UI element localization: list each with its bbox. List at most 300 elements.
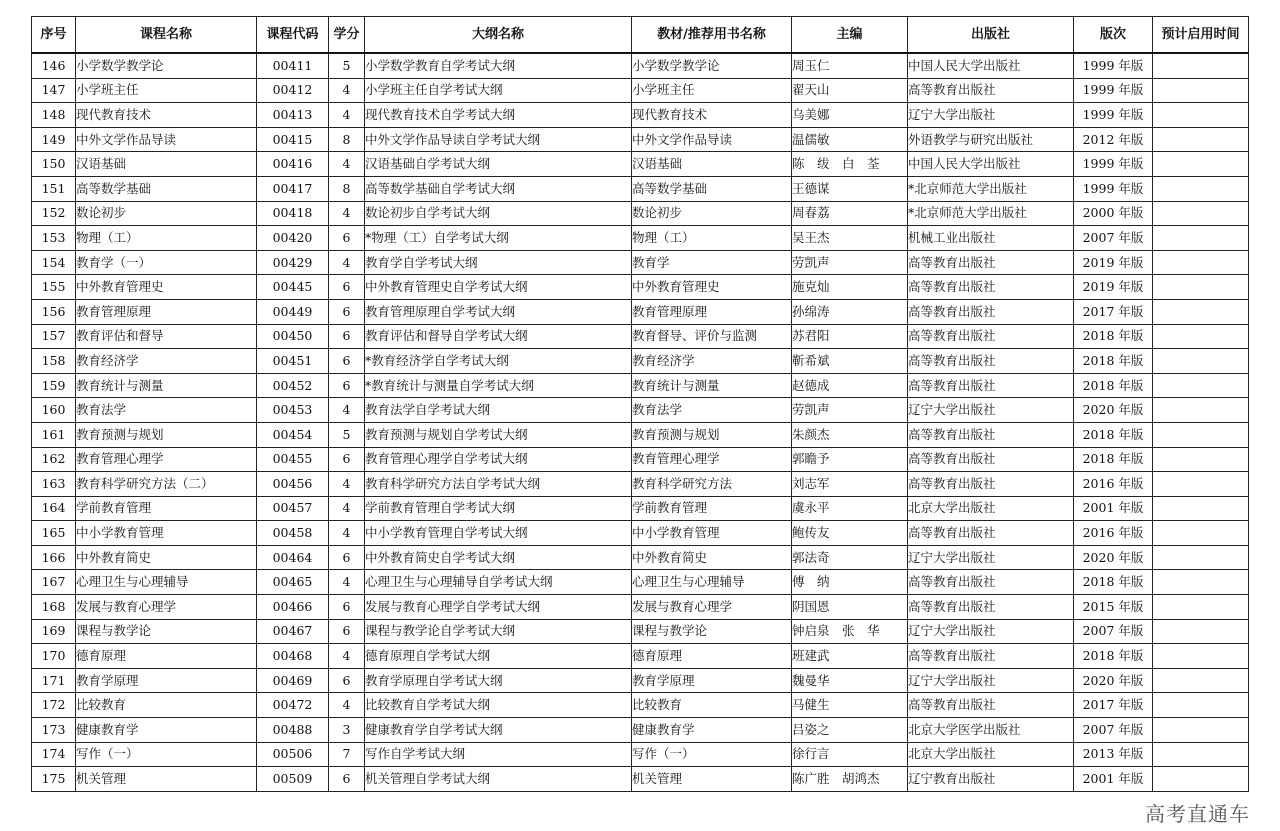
cell-planned-start-date [1153,595,1249,620]
cell-course-code: 00467 [257,619,329,644]
cell-serial-no: 150 [32,152,76,177]
cell-planned-start-date [1153,201,1249,226]
table-body [32,53,1249,791]
cell-course-code: 00455 [257,447,329,472]
table-row [32,226,1249,251]
table-row [32,447,1249,472]
cell-publisher: 外语教学与研究出版社 [908,127,1074,152]
cell-serial-no: 166 [32,545,76,570]
cell-course-code: 00449 [257,299,329,324]
cell-syllabus-name: 心理卫生与心理辅导自学考试大纲 [365,570,632,595]
cell-editor: 班建武 [792,644,908,669]
cell-planned-start-date [1153,152,1249,177]
cell-credits: 5 [329,53,365,78]
table-row [32,398,1249,423]
cell-course-code: 00411 [257,53,329,78]
cell-serial-no: 155 [32,275,76,300]
cell-serial-no: 161 [32,422,76,447]
cell-syllabus-name: 数论初步自学考试大纲 [365,201,632,226]
cell-publisher: 高等教育出版社 [908,349,1074,374]
cell-course-code: 00468 [257,644,329,669]
cell-credits: 4 [329,152,365,177]
cell-editor: 孙绵涛 [792,299,908,324]
cell-planned-start-date [1153,78,1249,103]
cell-serial-no: 146 [32,53,76,78]
header-syllabus-name: 大纲名称 [365,17,632,54]
header-course-code: 课程代码 [257,17,329,54]
cell-credits: 4 [329,250,365,275]
cell-editor: 魏曼华 [792,668,908,693]
cell-publisher: 高等教育出版社 [908,570,1074,595]
cell-course-name: 比较教育 [76,693,257,718]
cell-planned-start-date [1153,742,1249,767]
cell-publisher: 中国人民大学出版社 [908,152,1074,177]
cell-course-name: 教育学（一） [76,250,257,275]
cell-serial-no: 152 [32,201,76,226]
table-row [32,644,1249,669]
cell-course-code: 00453 [257,398,329,423]
cell-publisher: 高等教育出版社 [908,275,1074,300]
cell-course-name: 小学数学教学论 [76,53,257,78]
cell-serial-no: 174 [32,742,76,767]
cell-edition: 2007 年版 [1074,619,1153,644]
cell-planned-start-date [1153,521,1249,546]
cell-publisher: 机械工业出版社 [908,226,1074,251]
cell-course-name: 教育统计与测量 [76,373,257,398]
cell-credits: 4 [329,496,365,521]
cell-editor: 虞永平 [792,496,908,521]
cell-credits: 4 [329,103,365,128]
cell-textbook-name: 教育学原理 [632,668,792,693]
cell-publisher: 辽宁大学出版社 [908,103,1074,128]
header-course-name: 课程名称 [76,17,257,54]
cell-edition: 2001 年版 [1074,767,1153,792]
cell-serial-no: 160 [32,398,76,423]
cell-textbook-name: 现代教育技术 [632,103,792,128]
cell-credits: 8 [329,127,365,152]
cell-syllabus-name: 德育原理自学考试大纲 [365,644,632,669]
cell-course-code: 00466 [257,595,329,620]
cell-editor: 周春荔 [792,201,908,226]
cell-publisher: 北京大学医学出版社 [908,718,1074,743]
cell-syllabus-name: 现代教育技术自学考试大纲 [365,103,632,128]
cell-serial-no: 163 [32,472,76,497]
cell-course-code: 00506 [257,742,329,767]
cell-textbook-name: 比较教育 [632,693,792,718]
table-row [32,742,1249,767]
cell-credits: 8 [329,176,365,201]
cell-editor: 靳希斌 [792,349,908,374]
cell-course-code: 00465 [257,570,329,595]
cell-credits: 6 [329,767,365,792]
cell-syllabus-name: 教育评估和督导自学考试大纲 [365,324,632,349]
table-row [32,595,1249,620]
table-row [32,324,1249,349]
table-row [32,152,1249,177]
cell-publisher: *北京师范大学出版社 [908,176,1074,201]
cell-textbook-name: 教育科学研究方法 [632,472,792,497]
header-serial-no: 序号 [32,17,76,54]
cell-serial-no: 147 [32,78,76,103]
cell-textbook-name: 心理卫生与心理辅导 [632,570,792,595]
cell-editor: 马健生 [792,693,908,718]
cell-editor: 鲍传友 [792,521,908,546]
cell-planned-start-date [1153,496,1249,521]
cell-course-name: 教育评估和督导 [76,324,257,349]
cell-edition: 2015 年版 [1074,595,1153,620]
cell-planned-start-date [1153,299,1249,324]
cell-edition: 2019 年版 [1074,275,1153,300]
cell-serial-no: 171 [32,668,76,693]
cell-course-name: 高等数学基础 [76,176,257,201]
cell-textbook-name: 写作（一） [632,742,792,767]
cell-credits: 3 [329,718,365,743]
cell-planned-start-date [1153,693,1249,718]
header-planned-start-date: 预计启用时间 [1153,17,1249,54]
cell-edition: 2018 年版 [1074,324,1153,349]
cell-planned-start-date [1153,644,1249,669]
cell-publisher: 辽宁大学出版社 [908,398,1074,423]
cell-course-name: 课程与教学论 [76,619,257,644]
cell-course-name: 中外教育管理史 [76,275,257,300]
cell-publisher: *北京师范大学出版社 [908,201,1074,226]
cell-planned-start-date [1153,447,1249,472]
cell-planned-start-date [1153,767,1249,792]
cell-edition: 2000 年版 [1074,201,1153,226]
cell-course-code: 00417 [257,176,329,201]
cell-course-name: 汉语基础 [76,152,257,177]
table-row [32,668,1249,693]
cell-course-code: 00416 [257,152,329,177]
cell-serial-no: 175 [32,767,76,792]
cell-publisher: 高等教育出版社 [908,299,1074,324]
cell-publisher: 北京大学出版社 [908,496,1074,521]
table-row [32,349,1249,374]
cell-serial-no: 158 [32,349,76,374]
cell-syllabus-name: 课程与教学论自学考试大纲 [365,619,632,644]
cell-credits: 6 [329,226,365,251]
cell-publisher: 高等教育出版社 [908,644,1074,669]
cell-course-name: 写作（一） [76,742,257,767]
cell-textbook-name: 教育管理心理学 [632,447,792,472]
cell-edition: 2017 年版 [1074,299,1153,324]
cell-publisher: 高等教育出版社 [908,595,1074,620]
cell-serial-no: 149 [32,127,76,152]
cell-serial-no: 172 [32,693,76,718]
cell-syllabus-name: 中外教育管理史自学考试大纲 [365,275,632,300]
cell-editor: 朱颜杰 [792,422,908,447]
table-row [32,275,1249,300]
cell-syllabus-name: 健康教育学自学考试大纲 [365,718,632,743]
cell-textbook-name: 德育原理 [632,644,792,669]
cell-credits: 4 [329,398,365,423]
cell-syllabus-name: 汉语基础自学考试大纲 [365,152,632,177]
cell-edition: 2018 年版 [1074,422,1153,447]
cell-credits: 6 [329,595,365,620]
cell-planned-start-date [1153,127,1249,152]
header-publisher: 出版社 [908,17,1074,54]
cell-edition: 2018 年版 [1074,349,1153,374]
table-row [32,718,1249,743]
table-row [32,693,1249,718]
cell-credits: 6 [329,619,365,644]
cell-course-code: 00445 [257,275,329,300]
cell-planned-start-date [1153,250,1249,275]
cell-course-code: 00457 [257,496,329,521]
table-row [32,127,1249,152]
cell-course-name: 心理卫生与心理辅导 [76,570,257,595]
cell-editor: 劳凯声 [792,398,908,423]
cell-textbook-name: 机关管理 [632,767,792,792]
cell-editor: 劳凯声 [792,250,908,275]
cell-editor: 傅 纳 [792,570,908,595]
cell-serial-no: 168 [32,595,76,620]
cell-credits: 6 [329,275,365,300]
cell-edition: 2020 年版 [1074,545,1153,570]
cell-course-code: 00415 [257,127,329,152]
cell-course-name: 中外教育简史 [76,545,257,570]
cell-course-code: 00458 [257,521,329,546]
cell-edition: 2013 年版 [1074,742,1153,767]
cell-publisher: 辽宁大学出版社 [908,545,1074,570]
cell-syllabus-name: *物理（工）自学考试大纲 [365,226,632,251]
cell-editor: 翟天山 [792,78,908,103]
cell-syllabus-name: 学前教育管理自学考试大纲 [365,496,632,521]
cell-editor: 周玉仁 [792,53,908,78]
cell-edition: 2017 年版 [1074,693,1153,718]
cell-course-name: 教育学原理 [76,668,257,693]
cell-course-name: 机关管理 [76,767,257,792]
cell-textbook-name: 教育预测与规划 [632,422,792,447]
table-row [32,201,1249,226]
cell-textbook-name: 中外教育简史 [632,545,792,570]
cell-serial-no: 159 [32,373,76,398]
cell-serial-no: 173 [32,718,76,743]
cell-editor: 徐行言 [792,742,908,767]
cell-editor: 赵德成 [792,373,908,398]
cell-syllabus-name: 高等数学基础自学考试大纲 [365,176,632,201]
cell-textbook-name: 教育管理原理 [632,299,792,324]
cell-edition: 2018 年版 [1074,447,1153,472]
cell-serial-no: 148 [32,103,76,128]
cell-serial-no: 170 [32,644,76,669]
cell-syllabus-name: *教育经济学自学考试大纲 [365,349,632,374]
cell-editor: 温儒敏 [792,127,908,152]
table-row [32,570,1249,595]
cell-course-name: 现代教育技术 [76,103,257,128]
cell-course-name: 物理（工） [76,226,257,251]
cell-editor: 郭法奇 [792,545,908,570]
cell-serial-no: 153 [32,226,76,251]
cell-serial-no: 157 [32,324,76,349]
cell-syllabus-name: 教育科学研究方法自学考试大纲 [365,472,632,497]
cell-planned-start-date [1153,275,1249,300]
cell-textbook-name: 教育法学 [632,398,792,423]
header-credits: 学分 [329,17,365,54]
cell-planned-start-date [1153,718,1249,743]
cell-edition: 2018 年版 [1074,373,1153,398]
cell-edition: 1999 年版 [1074,103,1153,128]
cell-planned-start-date [1153,176,1249,201]
table-row [32,521,1249,546]
cell-textbook-name: 健康教育学 [632,718,792,743]
cell-edition: 1999 年版 [1074,152,1153,177]
cell-publisher: 高等教育出版社 [908,422,1074,447]
cell-editor: 王德谋 [792,176,908,201]
cell-course-name: 小学班主任 [76,78,257,103]
cell-textbook-name: 汉语基础 [632,152,792,177]
cell-edition: 2020 年版 [1074,398,1153,423]
header-row [32,17,1249,54]
cell-textbook-name: 中外文学作品导读 [632,127,792,152]
cell-syllabus-name: *教育统计与测量自学考试大纲 [365,373,632,398]
cell-serial-no: 156 [32,299,76,324]
cell-course-name: 数论初步 [76,201,257,226]
cell-credits: 4 [329,201,365,226]
header-textbook-name: 教材/推荐用书名称 [632,17,792,54]
cell-edition: 1999 年版 [1074,176,1153,201]
cell-course-code: 00420 [257,226,329,251]
cell-syllabus-name: 教育学自学考试大纲 [365,250,632,275]
cell-syllabus-name: 教育管理心理学自学考试大纲 [365,447,632,472]
cell-credits: 6 [329,373,365,398]
cell-course-code: 00452 [257,373,329,398]
cell-planned-start-date [1153,349,1249,374]
cell-course-name: 教育法学 [76,398,257,423]
cell-edition: 2007 年版 [1074,226,1153,251]
cell-course-name: 发展与教育心理学 [76,595,257,620]
cell-edition: 2020 年版 [1074,668,1153,693]
cell-textbook-name: 小学班主任 [632,78,792,103]
cell-edition: 2001 年版 [1074,496,1153,521]
cell-course-name: 中外文学作品导读 [76,127,257,152]
cell-course-name: 教育经济学 [76,349,257,374]
cell-edition: 2016 年版 [1074,472,1153,497]
cell-credits: 6 [329,324,365,349]
cell-syllabus-name: 教育管理原理自学考试大纲 [365,299,632,324]
cell-publisher: 高等教育出版社 [908,373,1074,398]
cell-edition: 2019 年版 [1074,250,1153,275]
cell-syllabus-name: 中小学教育管理自学考试大纲 [365,521,632,546]
cell-publisher: 中国人民大学出版社 [908,53,1074,78]
header-edition: 版次 [1074,17,1153,54]
cell-course-name: 德育原理 [76,644,257,669]
cell-course-code: 00450 [257,324,329,349]
cell-edition: 2018 年版 [1074,570,1153,595]
cell-course-code: 00413 [257,103,329,128]
cell-publisher: 高等教育出版社 [908,472,1074,497]
cell-course-name: 中小学教育管理 [76,521,257,546]
cell-planned-start-date [1153,570,1249,595]
cell-course-code: 00464 [257,545,329,570]
table-row [32,496,1249,521]
cell-planned-start-date [1153,422,1249,447]
cell-editor: 施克灿 [792,275,908,300]
cell-textbook-name: 中小学教育管理 [632,521,792,546]
cell-textbook-name: 中外教育管理史 [632,275,792,300]
cell-course-code: 00412 [257,78,329,103]
table-row [32,545,1249,570]
cell-serial-no: 165 [32,521,76,546]
cell-course-code: 00456 [257,472,329,497]
cell-textbook-name: 高等数学基础 [632,176,792,201]
cell-planned-start-date [1153,668,1249,693]
cell-credits: 4 [329,521,365,546]
cell-course-code: 00454 [257,422,329,447]
cell-editor: 吴王杰 [792,226,908,251]
cell-editor: 吕姿之 [792,718,908,743]
table-row [32,78,1249,103]
cell-serial-no: 169 [32,619,76,644]
cell-credits: 6 [329,545,365,570]
cell-credits: 4 [329,570,365,595]
cell-credits: 6 [329,668,365,693]
cell-course-code: 00509 [257,767,329,792]
table-row [32,619,1249,644]
cell-publisher: 北京大学出版社 [908,742,1074,767]
table-row [32,103,1249,128]
course-table [31,16,1249,792]
cell-syllabus-name: 小学班主任自学考试大纲 [365,78,632,103]
cell-textbook-name: 教育经济学 [632,349,792,374]
cell-serial-no: 151 [32,176,76,201]
table-row [32,299,1249,324]
cell-serial-no: 162 [32,447,76,472]
cell-publisher: 高等教育出版社 [908,250,1074,275]
cell-syllabus-name: 比较教育自学考试大纲 [365,693,632,718]
cell-credits: 5 [329,422,365,447]
cell-planned-start-date [1153,324,1249,349]
cell-planned-start-date [1153,226,1249,251]
cell-credits: 4 [329,472,365,497]
cell-textbook-name: 发展与教育心理学 [632,595,792,620]
cell-editor: 钟启泉 张 华 [792,619,908,644]
cell-syllabus-name: 机关管理自学考试大纲 [365,767,632,792]
cell-edition: 1999 年版 [1074,53,1153,78]
cell-course-name: 健康教育学 [76,718,257,743]
cell-syllabus-name: 写作自学考试大纲 [365,742,632,767]
cell-serial-no: 167 [32,570,76,595]
cell-edition: 2016 年版 [1074,521,1153,546]
cell-textbook-name: 教育统计与测量 [632,373,792,398]
cell-textbook-name: 课程与教学论 [632,619,792,644]
cell-publisher: 高等教育出版社 [908,324,1074,349]
cell-course-code: 00429 [257,250,329,275]
table-row [32,250,1249,275]
cell-credits: 4 [329,693,365,718]
table-row [32,176,1249,201]
cell-credits: 6 [329,299,365,324]
cell-credits: 6 [329,447,365,472]
cell-course-code: 00451 [257,349,329,374]
cell-textbook-name: 教育督导、评价与监测 [632,324,792,349]
cell-serial-no: 154 [32,250,76,275]
table-row [32,767,1249,792]
table-row [32,422,1249,447]
cell-textbook-name: 教育学 [632,250,792,275]
cell-syllabus-name: 小学数学教育自学考试大纲 [365,53,632,78]
cell-course-code: 00469 [257,668,329,693]
cell-textbook-name: 数论初步 [632,201,792,226]
cell-editor: 阴国恩 [792,595,908,620]
cell-planned-start-date [1153,619,1249,644]
cell-publisher: 辽宁大学出版社 [908,668,1074,693]
cell-serial-no: 164 [32,496,76,521]
cell-publisher: 高等教育出版社 [908,78,1074,103]
cell-publisher: 辽宁教育出版社 [908,767,1074,792]
cell-editor: 陈广胜 胡鸿杰 [792,767,908,792]
cell-course-code: 00488 [257,718,329,743]
